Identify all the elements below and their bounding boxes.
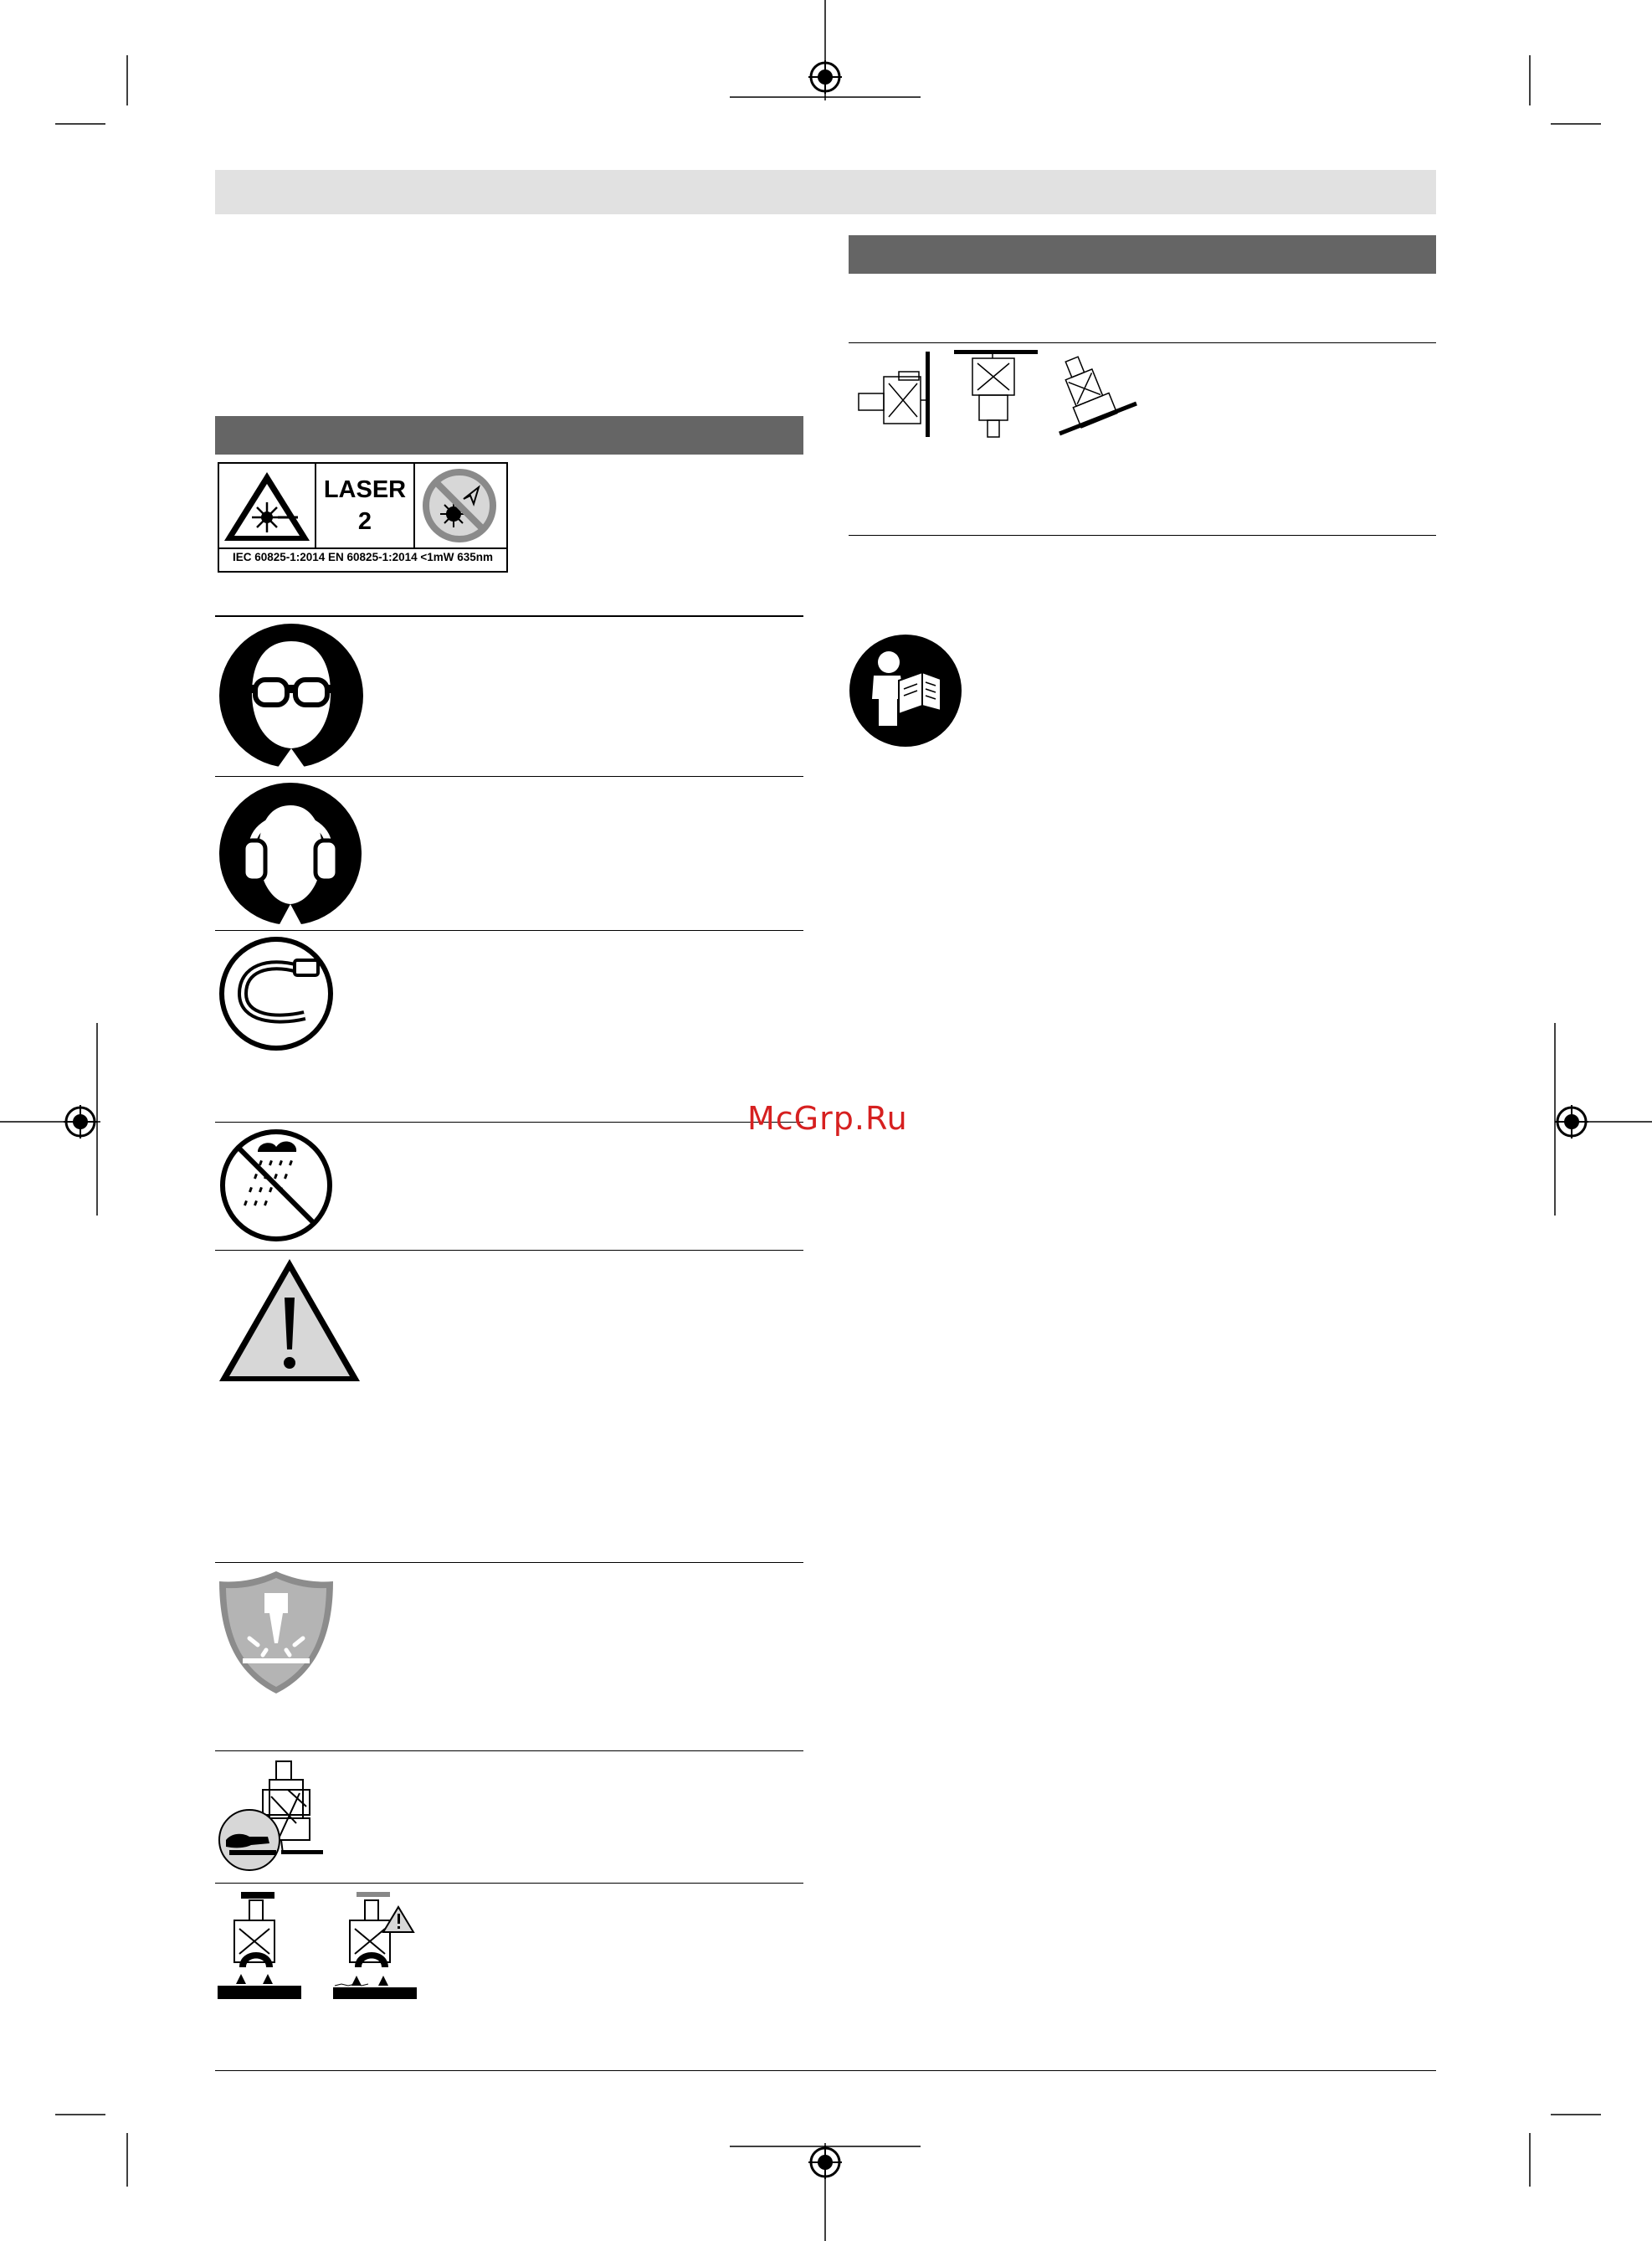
wear-eye-protection-icon: [218, 623, 364, 768]
divider-2: [215, 776, 803, 777]
do-not-expose-to-rain-icon: [218, 1127, 335, 1244]
right-divider-1: [849, 342, 1436, 343]
registration-mark-bottom: [808, 2146, 842, 2179]
magnet-base-icons: [216, 1887, 423, 2012]
wear-ear-protection-icon: [218, 782, 362, 926]
divider-1: [215, 615, 803, 617]
drill-hand-warning-icon: [216, 1756, 333, 1873]
laser-title: LASER: [323, 476, 407, 503]
warning-symbol: [216, 1256, 363, 1385]
divider-5: [215, 1250, 803, 1251]
no-stare-into-beam-icon: [413, 464, 506, 547]
general-warning-icon: [216, 1256, 363, 1385]
cable-symbol: [218, 935, 335, 1052]
footer-rule: [215, 2070, 1436, 2071]
no-rain-symbol: [218, 1127, 335, 1244]
laser-class-cell: [315, 464, 415, 547]
power-cable-icon: [218, 935, 335, 1052]
read-manual-icon: [849, 634, 962, 748]
page-header-bar: [215, 170, 1436, 214]
drill-orientation-diagrams: [849, 347, 1142, 440]
magnet-drill-hand-symbol: [216, 1756, 333, 1873]
laser-warning-cell: [219, 464, 316, 547]
laser-class: 2: [357, 508, 372, 535]
laser-warning-icon: [219, 464, 315, 547]
ear-protection-symbol: [218, 782, 362, 926]
section-bar-right: [849, 235, 1436, 274]
read-manual-symbol: [849, 634, 962, 748]
magnet-base-comparison: [216, 1887, 423, 2012]
registration-mark-right: [1555, 1105, 1588, 1138]
watermark: McGrp.Ru: [747, 1100, 908, 1137]
divider-6: [215, 1562, 803, 1563]
section-bar-left: [215, 416, 803, 455]
laser-class-label: [218, 462, 508, 573]
divider-3: [215, 930, 803, 931]
divider-4: [215, 1122, 803, 1123]
shield-symbol: [216, 1568, 336, 1697]
laser-standard-text: IEC 60825-1:2014 EN 60825-1:2014 <1mW 635nm: [232, 551, 494, 563]
drill-positions-icon: [849, 347, 1142, 440]
divider-7: [215, 1750, 803, 1751]
no-stare-cell: [413, 464, 506, 547]
right-divider-2: [849, 535, 1436, 536]
eye-protection-symbol: [218, 623, 364, 768]
registration-mark-top: [808, 60, 842, 94]
drill-shield-icon: [216, 1568, 336, 1697]
registration-mark-left: [64, 1105, 97, 1138]
divider-8: [215, 1883, 803, 1884]
